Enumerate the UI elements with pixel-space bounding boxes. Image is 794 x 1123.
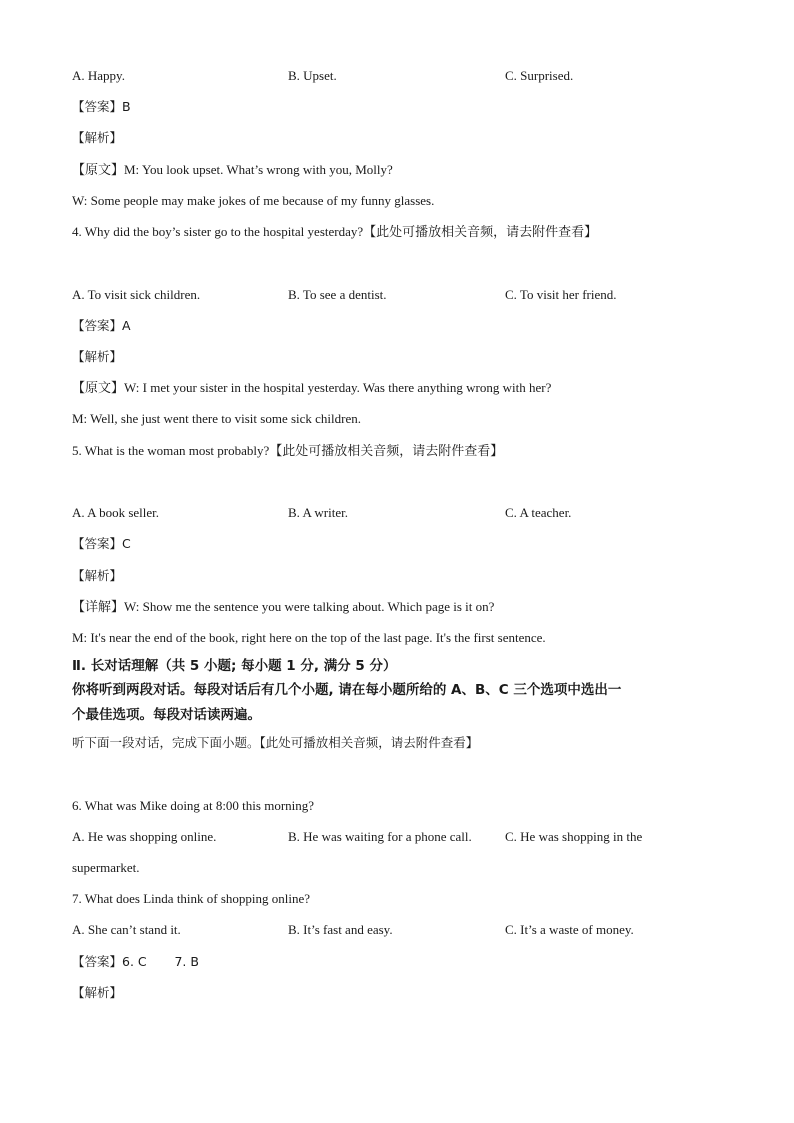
q5-option-a: A. A book seller. <box>72 505 160 520</box>
q4-options <box>72 286 732 304</box>
section-2-instructions: 你将听到两段对话。每段对话后有几个小题, 请在每小题所给的 A、B、C 三个选项中选出一 <box>72 682 622 698</box>
q3-option-a: A. Happy. <box>72 68 125 83</box>
q4-stem: 4. Why did the boy’s sister go to the hospital yesterday?【此处可播放相关音频，请去附件查看】 <box>72 224 598 239</box>
q7-stem: 7. What does Linda think of shopping online? <box>72 891 311 906</box>
dialog-intro: 听下面一段对话，完成下面小题。【此处可播放相关音频，请去附件查看】 <box>72 735 479 750</box>
q4-transcript-line: 【原文】W: I met your sister in the hospital yesterday. Was there anything wrong with her? <box>72 380 552 395</box>
q3-transcript-line: W: Some people may make jokes of me because of my funny glasses. <box>72 193 435 208</box>
q4-option-b: B. To see a dentist. <box>288 287 387 302</box>
q4-analysis: 【解析】 <box>72 349 123 364</box>
q3-analysis: 【解析】 <box>72 130 123 145</box>
q5-stem: 5. What is the woman most probably?【此处可播放相关音频，请去附件查看】 <box>72 443 504 458</box>
q6-q7-analysis: 【解析】 <box>72 985 123 1000</box>
section-2-title: Ⅱ. 长对话理解（共 5 小题; 每小题 1 分, 满分 5 分） <box>72 658 397 674</box>
q3-option-b: B. Upset. <box>288 68 337 83</box>
q7-options <box>72 921 732 939</box>
q7-option-c: C. It’s a waste of money. <box>505 922 634 937</box>
q5-option-c: C. A teacher. <box>505 505 572 520</box>
q5-explanation-line: 【详解】W: Show me the sentence you were talking about. Which page is it on? <box>72 599 495 614</box>
q6-options <box>72 828 732 846</box>
q4-answer: 【答案】A <box>72 318 131 333</box>
q5-options <box>72 504 732 522</box>
q7-option-a: A. She can’t stand it. <box>72 922 181 937</box>
q6-stem: 6. What was Mike doing at 8:00 this morning? <box>72 798 315 813</box>
q4-option-c: C. To visit her friend. <box>505 287 617 302</box>
q3-option-c: C. Surprised. <box>505 68 574 83</box>
q5-option-b: B. A writer. <box>288 505 348 520</box>
q3-options <box>72 67 732 85</box>
q5-answer: 【答案】C <box>72 536 131 551</box>
q7-option-b: B. It’s fast and easy. <box>288 922 393 937</box>
q4-transcript-line: M: Well, she just went there to visit some sick children. <box>72 411 362 426</box>
q4-option-a: A. To visit sick children. <box>72 287 201 302</box>
q5-analysis: 【解析】 <box>72 568 123 583</box>
q3-transcript-line: 【原文】M: You look upset. What’s wrong with you, Molly? <box>72 162 393 177</box>
q6-option-c: C. He was shopping in the <box>505 829 643 844</box>
section-2-instructions: 个最佳选项。每段对话读两遍。 <box>72 707 261 723</box>
q3-answer: 【答案】B <box>72 99 131 114</box>
q6-q7-answer: 【答案】6. C 7. B <box>72 954 199 969</box>
q6-option-a: A. He was shopping online. <box>72 829 217 844</box>
q6-option-c-continued: supermarket. <box>72 860 140 875</box>
q5-explanation-line: M: It's near the end of the book, right here on the top of the last page. It's the first sentence. <box>72 630 546 645</box>
q6-option-b: B. He was waiting for a phone call. <box>288 829 472 844</box>
